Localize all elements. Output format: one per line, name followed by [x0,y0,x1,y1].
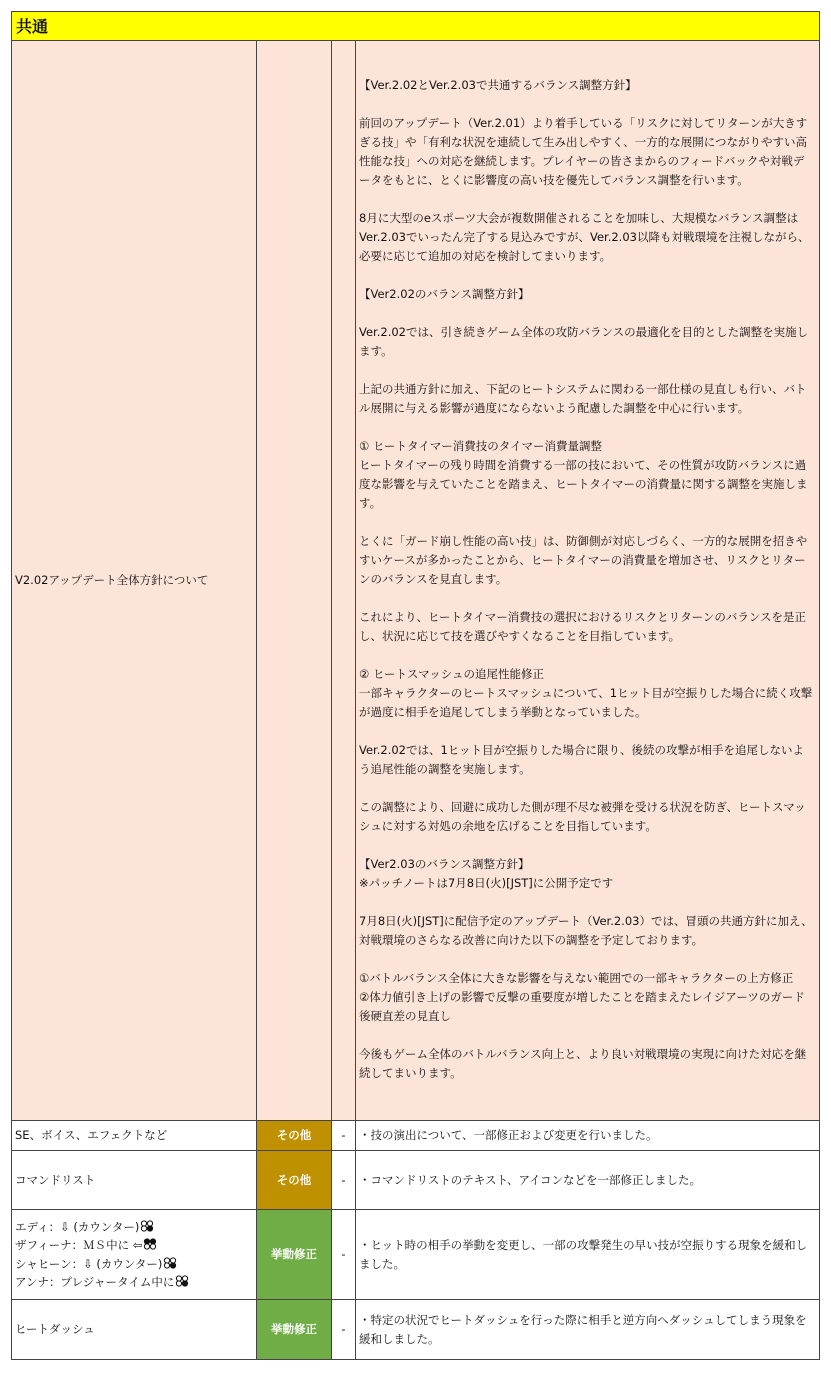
policy-paragraph: 【Ver2.03のバランス調整方針】 ※パッチノートは7月8日(火)[JST]に公開予定です [359,857,614,890]
main-policy-row [12,41,820,1121]
row-dash: - [332,1151,356,1210]
section-title: 共通 [12,12,820,41]
button-icon [140,1220,154,1232]
policy-paragraph: Ver.2.02では、引き続きゲーム全体の攻防バランスの最適化を目的とした調整を実施します。 [359,325,809,358]
row-label: SE、ボイス、エフェクトなど [12,1121,257,1151]
patch-notes-table [11,11,820,1360]
policy-tag-cell [257,41,332,1121]
policy-paragraph: ① ヒートタイマー消費技のタイマー消費量調整 ヒートタイマーの残り時間を消費する一部の技において、その性質が攻防バランスに過度な影響を与えていたことを踏まえ、ヒートタイマーの消費量に関する調整を実施します。 [359,439,808,510]
character-shaheen: シャヒーン：⇩ (カウンター) [15,1255,256,1274]
category-badge: 挙動修正 [257,1210,332,1300]
policy-paragraph: この調整により、回避に成功した側が理不尽な被弾を受ける状況を防ぎ、ヒートスマッシュに対する対処の余地を広げることを目指しています。 [359,800,806,833]
category-badge: その他 [257,1121,332,1151]
category-badge: 挙動修正 [257,1300,332,1360]
policy-paragraph: 【Ver2.02のバランス調整方針】 [359,287,530,301]
row-dash: - [332,1300,356,1360]
character-eddy: エディ：⇩ (カウンター) [15,1218,256,1237]
policy-description [356,41,820,1121]
policy-paragraph: ①バトルバランス全体に大きな影響を与えない範囲での一部キャラクターの上方修正 ②体力値引き上げの影響で反撃の重要度が増したことを踏まえたレイジアーツのガード後硬直差の見直し [359,971,805,1023]
character-list [12,1210,257,1300]
row-description: ・コマンドリストのテキスト、アイコンなどを一部修正しました。 [356,1151,820,1210]
character-anna: アンナ：プレジャータイム中に [15,1273,256,1292]
policy-paragraph: 今後もゲーム全体のバトルバランス向上と、より良い対戦環境の実現に向けた対応を継続してまいります。 [359,1047,807,1080]
row-label: ヒートダッシュ [12,1300,257,1360]
policy-label: V2.02アップデート全体方針について [12,41,257,1121]
section-header-row [12,12,820,41]
table-row [12,1300,820,1360]
row-dash: - [332,1210,356,1300]
row-dash: - [332,1121,356,1151]
row-label: コマンドリスト [12,1151,257,1210]
policy-paragraph: 8月に大型のeスポーツ大会が複数開催されることを加味し、大規模なバランス調整はVer.2.03でいったん完了する見込みですが、Ver.2.03以降も対戦環境を注視しながら、必要に応じて追加の対応を検討してまいります。 [359,211,810,263]
policy-paragraph: 7月8日(火)[JST]に配信予定のアップデート（Ver.2.03）では、冒頭の共通方針に加え、対戦環境のさらなる改善に向けた以下の調整を予定しております。 [359,914,813,947]
table-row [12,1210,820,1300]
policy-paragraph: Ver.2.02では、1ヒット目が空振りした場合に限り、後続の攻撃が相手を追尾しないよう追尾性能の調整を実施します。 [359,743,804,776]
character-zafina: ザフィーナ：ＭＳ中に ⇦ [15,1236,256,1255]
policy-paragraph: とくに「ガード崩し性能の高い技」は、防御側が対応しづらく、一方的な展開を招きやすいケースが多かったことから、ヒートタイマーの消費量を増加させ、リスクとリターンのバランスを見直します。 [359,534,808,586]
row-description: ・ヒット時の相手の挙動を変更し、一部の攻撃発生の早い技が空振りする現象を緩和しました。 [356,1210,820,1300]
row-description: ・特定の状況でヒートダッシュを行った際に相手と逆方向へダッシュしてしまう現象を緩和しました。 [356,1300,820,1360]
table-row [12,1151,820,1210]
table-row [12,1121,820,1151]
policy-paragraph: 前回のアップデート（Ver.2.01）より着手している「リスクに対してリターンが大きすぎる技」や「有利な状況を連続して生み出しやすく、一方的な展開につながりやすい高性能な技」への対応を継続します。プレイヤーの皆さまからのフィードバックや対戦データをもとに、とくに影響度の高い技を優先してバランス調整を行います。 [359,116,808,187]
policy-paragraph: 上記の共通方針に加え、下記のヒートシステムに関わる一部仕様の見直しも行い、バトル展開に与える影響が過度にならないよう配慮した調整を中心に行います。 [359,382,807,415]
policy-dash-cell [332,41,356,1121]
policy-paragraph: これにより、ヒートタイマー消費技の選択におけるリスクとリターンのバランスを是正し、状況に応じて技を選びやすくなることを目指しています。 [359,610,807,643]
category-badge: その他 [257,1151,332,1210]
row-description: ・技の演出について、一部修正および変更を行いました。 [356,1121,820,1151]
policy-paragraph: 【Ver.2.02とVer.2.03で共通するバランス調整方針】 [359,78,637,92]
button-icon [163,1257,177,1269]
button-icon [175,1275,189,1287]
policy-paragraph: ② ヒートスマッシュの追尾性能修正 一部キャラクターのヒートスマッシュについて、1ヒット目が空振りした場合に続く攻撃が過度に相手を追尾してしまう挙動となっていました。 [359,667,813,719]
button-icon [143,1238,157,1250]
